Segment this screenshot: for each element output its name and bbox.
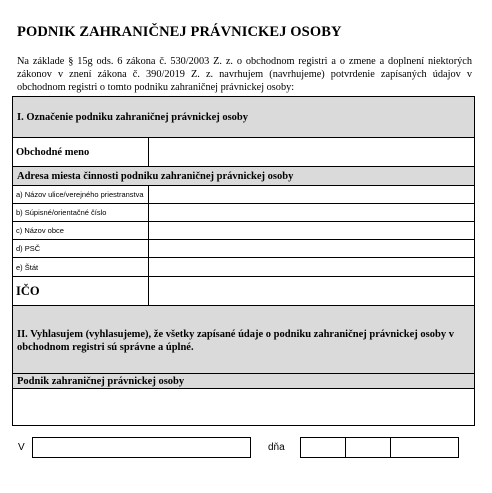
signature-field[interactable] bbox=[13, 388, 474, 425]
number-field[interactable] bbox=[149, 204, 474, 221]
town-field[interactable] bbox=[149, 222, 474, 239]
month-field[interactable] bbox=[345, 437, 391, 458]
street-label: a) Názov ulice/verejného priestranstva bbox=[13, 186, 149, 203]
street-row bbox=[13, 185, 474, 203]
state-row bbox=[13, 257, 474, 276]
ico-field[interactable] bbox=[149, 277, 474, 305]
section-2-block bbox=[13, 305, 474, 373]
place-prefix: V bbox=[18, 442, 25, 453]
number-row bbox=[13, 203, 474, 221]
state-field[interactable] bbox=[149, 258, 474, 276]
business-name-label: Obchodné meno bbox=[13, 138, 149, 166]
section-1-heading: I. Označenie podniku zahraničnej právnickej osoby bbox=[13, 97, 474, 137]
day-field[interactable] bbox=[300, 437, 346, 458]
town-label: c) Názov obce bbox=[13, 222, 149, 239]
place-field[interactable] bbox=[32, 437, 251, 458]
psc-row bbox=[13, 239, 474, 257]
street-field[interactable] bbox=[149, 186, 474, 203]
town-row bbox=[13, 221, 474, 239]
year-field[interactable] bbox=[390, 437, 459, 458]
form-table bbox=[12, 96, 475, 426]
declaration-text: II. Vyhlasujem (vyhlasujeme), že všetky zapísané údaje o podniku zahraničnej právnickej osoby v obchodnom registri sú správne a úplné. bbox=[17, 329, 454, 353]
psc-label: d) PSČ bbox=[13, 240, 149, 257]
page-title: PODNIK ZAHRANIČNEJ PRÁVNICKEJ OSOBY bbox=[17, 24, 342, 40]
business-name-field[interactable] bbox=[149, 138, 474, 166]
state-label: e) Štát bbox=[13, 258, 149, 276]
address-heading: Adresa miesta činnosti podniku zahraničnej právnickej osoby bbox=[13, 166, 474, 185]
ico-row bbox=[13, 276, 474, 305]
section-2-subheading: Podnik zahraničnej právnickej osoby bbox=[13, 373, 474, 388]
psc-field[interactable] bbox=[149, 240, 474, 257]
intro-paragraph: Na základe § 15g ods. 6 zákona č. 530/2003 Z. z. o obchodnom registri a o zmene a doplnení niektorých zákonov v znení zákona č. 390/2019 Z. z. navrhujem (navrhujeme) potvrdenie zapísaných údajov v obchodnom registri o tomto podniku zahraničnej právnickej osoby: bbox=[17, 56, 472, 93]
business-name-row bbox=[13, 137, 474, 166]
ico-label: IČO bbox=[13, 277, 149, 305]
date-label: dňa bbox=[268, 442, 285, 453]
number-label: b) Súpisné/orientačné číslo bbox=[13, 204, 149, 221]
